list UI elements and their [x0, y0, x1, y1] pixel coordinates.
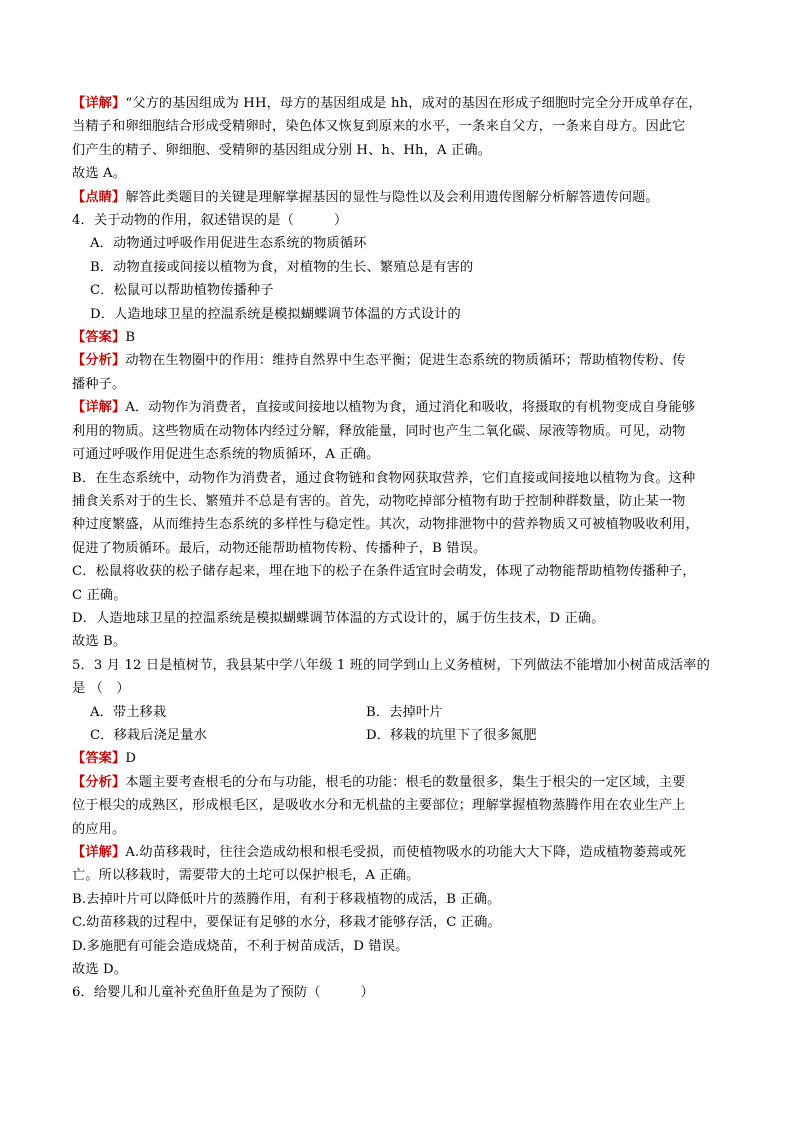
- comment-tag: 【点睛】: [72, 189, 126, 205]
- q4-option-a: A．动物通过呼吸作用促进生态系统的物质循环: [90, 236, 367, 252]
- q5-analysis-line-2: 位于根尖的成熟区，形成根毛区，是吸收水分和无机盐的主要部位；理解掌握植物蒸腾作用在农业生产上: [72, 798, 686, 814]
- q3-detail-line-1: 【详解】“父方的基因组成为 HH，母方的基因组成是 hh，成对的基因在形成子细胞时完全分开成单存在，: [72, 96, 702, 111]
- detail-tag: 【详解】: [72, 845, 126, 860]
- q5-choose: 故选 D。: [72, 962, 128, 978]
- q4-detail-line-6: 种过度繁盛，从而维持生态系统的多样性与稳定性。其次，动物排泄物中的营养物质又可被植物吸收利用，: [72, 517, 699, 533]
- q5-option-a: A．带土移栽: [90, 704, 167, 720]
- q4-analysis-line-1: 【分析】动物在生物圈中的作用：维持自然界中生态平衡；促进生态系统的物质循环；帮助植物传粉、传: [72, 353, 686, 369]
- q5-stem-line-2: 是 （ ）: [72, 681, 130, 697]
- q4-detail-line-3: 可通过呼吸作用促进生态系统的物质循环，A 正确。: [72, 447, 380, 463]
- q5-options-row-2: [72, 724, 724, 747]
- q5-option-c: C．移栽后浇足量水: [90, 727, 207, 743]
- q4-detail-line-2: 利用的物质。这些物质在动物体内经过分解，释放能量，同时也产生二氧化碳、尿液等物质。可见，动物: [72, 423, 686, 439]
- q4-detail-line-5: 捕食关系对于的生长、繁殖并不总是有害的。首先，动物吃掉部分植物有助于控制种群数量，防止某一物: [72, 493, 686, 509]
- q3-choose: 故选 A。: [72, 166, 127, 182]
- analysis-tag: 【分析】: [72, 353, 126, 369]
- q4-stem: 4．关于动物的作用，叙述错误的是（ ）: [72, 213, 348, 229]
- q4-choose: 故选 B。: [72, 634, 127, 650]
- q4-analysis-line-2: 播种子。: [72, 376, 126, 392]
- q5-detail-line-1: 【详解】A.幼苗移栽时，往往会造成幼根和根毛受损，而使植物吸水的功能大大下降，造成植物萎蔫或死: [72, 845, 687, 860]
- q4-option-c: C．松鼠可以帮助植物传播种子: [90, 283, 274, 299]
- document-page: [72, 92, 724, 1005]
- q3-detail-line-3: 们产生的精子、卵细胞、受精卵的基因组成分别 H、h、Hh，A 正确。: [72, 142, 492, 158]
- q5-detail-line-5: D.多施肥有可能会造成烧苗，不利于树苗成活，D 错误。: [72, 938, 409, 954]
- q4-detail-line-9: C 正确。: [72, 587, 127, 603]
- q5-option-b: B．去掉叶片: [366, 704, 443, 720]
- detail-tag: 【详解】: [72, 400, 126, 416]
- q5-detail-line-3: B.去掉叶片可以降低叶片的蒸腾作用，有利于移栽植物的成活，B 正确。: [72, 891, 501, 907]
- q4-detail-line-1: 【详解】A．动物作为消费者，直接或间接地以植物为食，通过消化和吸收，将摄取的有机物变成自身能够: [72, 400, 696, 416]
- q5-answer: 【答案】D: [72, 751, 137, 767]
- answer-tag: 【答案】: [72, 330, 126, 346]
- q4-option-d: D．人造地球卫星的控温系统是模拟蝴蝶调节体温的方式设计的: [90, 306, 461, 322]
- q5-stem-line-1: 5．3 月 12 日是植树节，我县某中学八年级 1 班的同学到山上义务植树，下列做法不能增加小树苗成活率的: [72, 657, 710, 673]
- q3-comment: 【点睛】解答此类题目的关键是理解掌握基因的显性与隐性以及会利用遗传图解分析解答遗传问题。: [72, 189, 659, 205]
- q4-answer: 【答案】B: [72, 330, 136, 346]
- q5-option-d: D．移栽的坑里下了很多氮肥: [366, 727, 537, 743]
- q6-stem: 6．给婴儿和儿童补充鱼肝鱼是为了预防（ ）: [72, 985, 374, 1001]
- answer-tag: 【答案】: [72, 751, 126, 767]
- q4-detail-line-7: 促进了物质循环。最后，动物还能帮助植物传粉、传播种子，B 错误。: [72, 540, 487, 556]
- q5-detail-line-2: 亡。所以移栽时，需要带大的土坨可以保护根毛，A 正确。: [72, 868, 420, 884]
- q3-detail-line-2: 当精子和卵细胞结合形成受精卵时，染色体又恢复到原来的水平，一条来自父方，一条来自母方。因此它: [72, 119, 686, 135]
- q5-options-row-1: [72, 701, 724, 724]
- q4-detail-line-10: D．人造地球卫星的控温系统是模拟蝴蝶调节体温的方式设计的，属于仿生技术，D 正确。: [72, 610, 605, 626]
- detail-tag: 【详解】: [72, 96, 126, 111]
- analysis-tag: 【分析】: [72, 774, 126, 790]
- q5-detail-line-4: C.幼苗移栽的过程中，要保证有足够的水分，移栽才能够存活，C 正确。: [72, 915, 501, 931]
- q5-analysis-line-1: 【分析】本题主要考查根毛的分布与功能，根毛的功能：根毛的数量很多，集生于根尖的一定区域，主要: [72, 774, 686, 790]
- q4-option-b: B．动物直接或间接以植物为食，对植物的生长、繁殖总是有害的: [90, 259, 474, 275]
- q4-detail-line-8: C．松鼠将收获的松子储存起来，埋在地下的松子在条件适宜时会萌发，体现了动物能帮助植物传播种子，: [72, 564, 696, 580]
- q4-detail-line-4: B．在生态系统中，动物作为消费者，通过食物链和食物网获取营养，它们直接或间接地以植物为食。这种: [72, 470, 696, 486]
- q5-analysis-line-3: 的应用。: [72, 821, 126, 837]
